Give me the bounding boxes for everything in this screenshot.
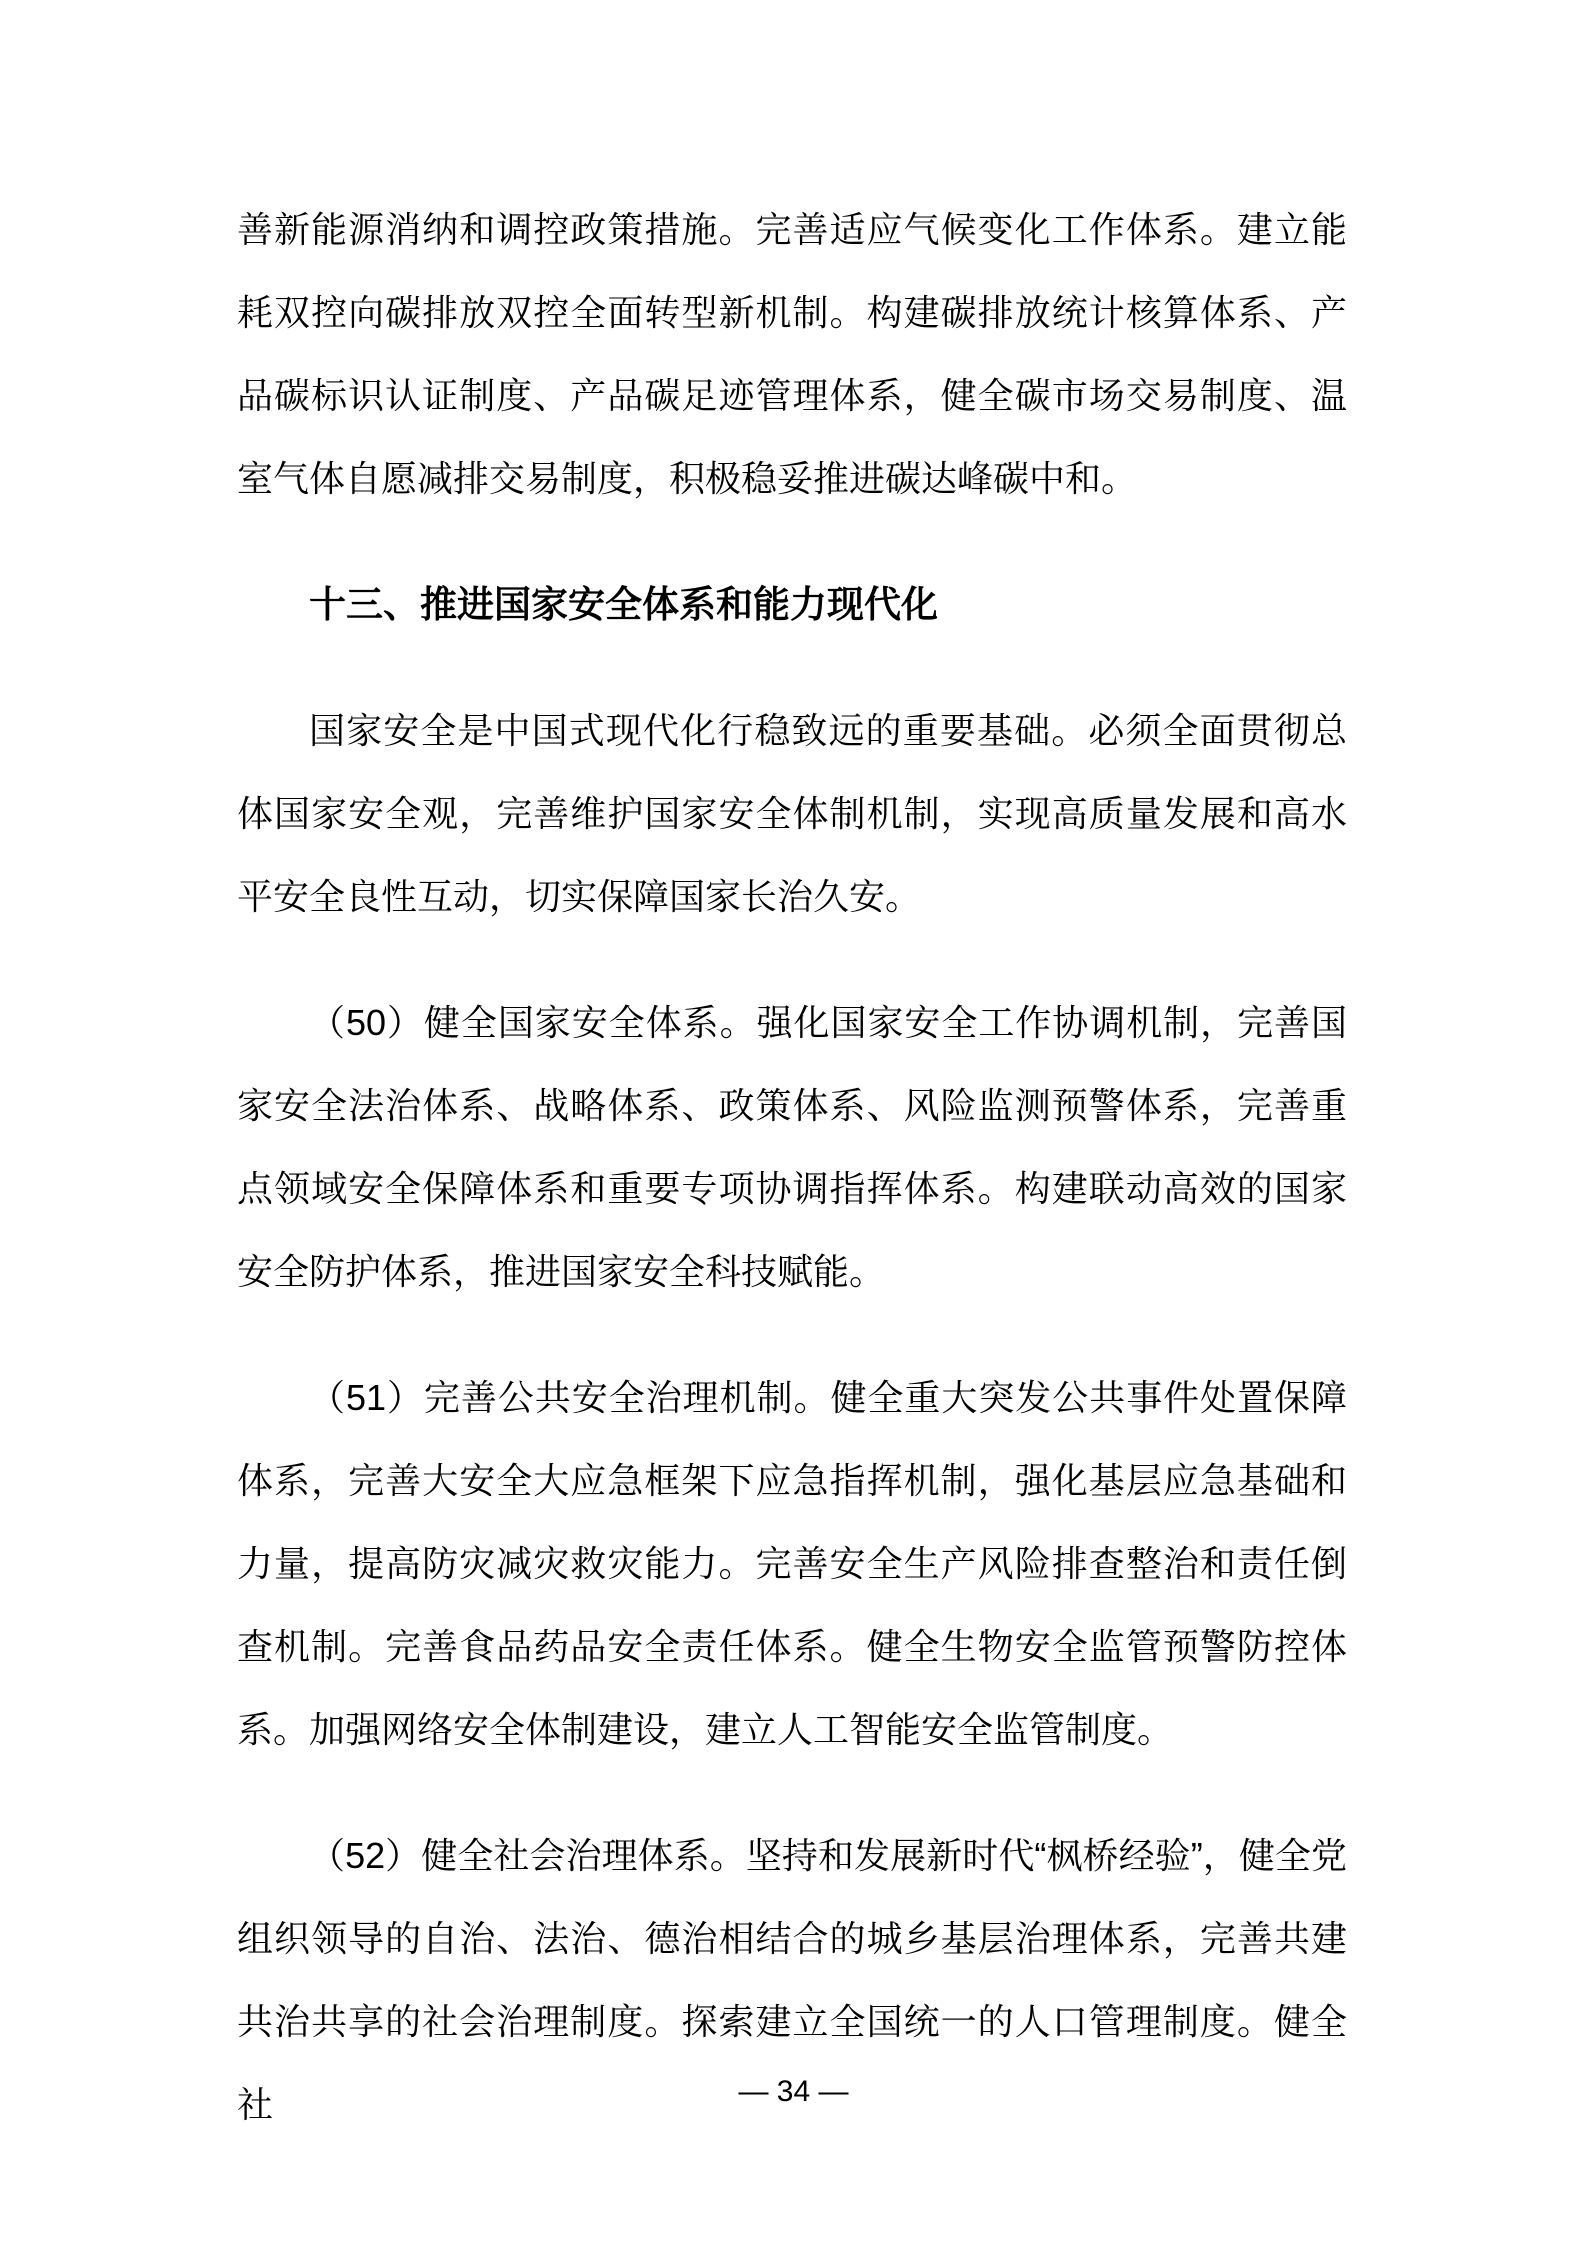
paragraph-carbon-policy-continuation: 善新能源消纳和调控政策措施。完善适应气候变化工作体系。建立能耗双控向碳排放双控全面转型新机制。构建碳排放统计核算体系、产品碳标识认证制度、产品碳足迹管理体系，健全碳市场交易制度、温室气体自愿减排交易制度，积极稳妥推进碳达峰碳中和。 (237, 209, 1347, 499)
paragraph-item-51: （51）完善公共安全治理机制。健全重大突发公共事件处置保障体系，完善大安全大应急框架下应急指挥机制，强化基层应急基础和力量，提高防灾减灾救灾能力。完善安全生产风险排查整治和责任倒查机制。完善食品药品安全责任体系。健全生物安全监管预警防控体系。加强网络安全体制建设，建立人工智能安全监管制度。 (237, 1377, 1347, 1750)
section-heading-13: 十三、推进国家安全体系和能力现代化 (309, 584, 938, 625)
paragraph-item-52: （52）健全社会治理体系。坚持和发展新时代“枫桥经验”，健全党组织领导的自治、法治、德治相结合的城乡基层治理体系，完善共建共治共享的社会治理制度。探索建立全国统一的人口管理制度。健全社 (237, 1835, 1347, 2125)
page-body (237, 188, 1347, 2189)
paragraph-national-security-intro: 国家安全是中国式现代化行稳致远的重要基础。必须全面贯彻总体国家安全观，完善维护国家安全体制机制，实现高质量发展和高水平安全良性互动，切实保障国家长治久安。 (237, 710, 1347, 917)
paragraph-item-50: （50）健全国家安全体系。强化国家安全工作协调机制，完善国家安全法治体系、战略体系、政策体系、风险监测预警体系，完善重点领域安全保障体系和重要专项协调指挥体系。构建联动高效的国家安全防护体系，推进国家安全科技赋能。 (237, 1002, 1347, 1292)
page-number: — 34 — (738, 2075, 849, 2108)
